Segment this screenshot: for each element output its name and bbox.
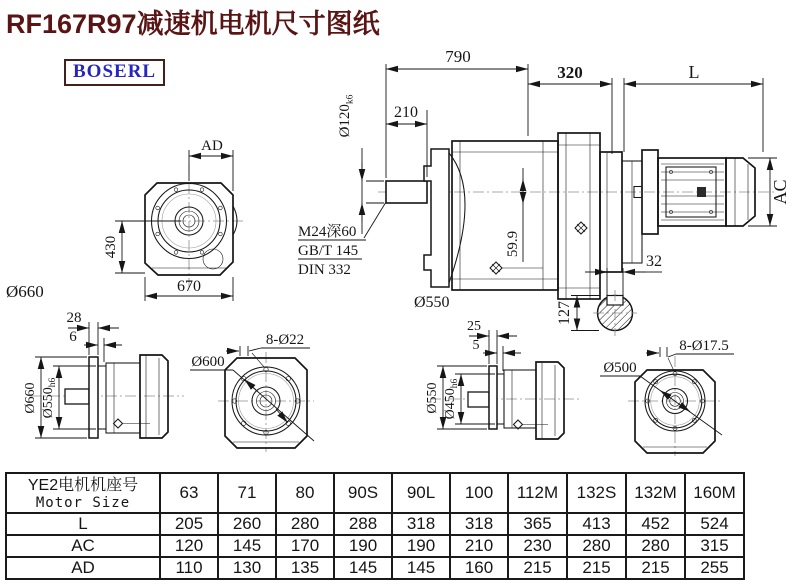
table-cell: 280 (567, 535, 626, 557)
dim-AC: AC (770, 179, 790, 205)
row-label: L (6, 513, 160, 535)
table-cell: 452 (626, 513, 685, 535)
motor-adapter (600, 152, 622, 272)
column-header: 71 (218, 473, 276, 513)
dim-spigot-550h6: $Ø550_{h6}$ (41, 377, 58, 419)
column-header: 132S (567, 473, 626, 513)
table-row (6, 535, 744, 557)
dim-430: 430 (103, 235, 119, 259)
drain-plug-icon (114, 419, 151, 428)
table-cell: 280 (626, 535, 685, 557)
table-cell: 190 (392, 535, 450, 557)
dim-bc500: Ø500 (603, 360, 637, 376)
dim-28: 28 (66, 310, 82, 326)
dim-L: L (688, 62, 700, 82)
dim-bc600: Ø600 (191, 354, 225, 370)
table-cell: 215 (508, 557, 567, 579)
tap-callout: M24深60 (298, 224, 357, 240)
column-header: 112M (508, 473, 567, 513)
dim-od660-label: Ø660 (6, 282, 44, 301)
input-flange-front-view (600, 338, 734, 456)
dim-holes-8x22: 8-Ø22 (265, 332, 305, 348)
table-cell: 110 (160, 557, 218, 579)
output-flange-front-view (190, 332, 314, 452)
table-cell: 315 (685, 535, 744, 557)
drain-plug-icon (575, 222, 587, 234)
motor-nameplate (697, 187, 706, 197)
column-header: 132M (626, 473, 685, 513)
output-flange-side-view (23, 310, 184, 438)
dim-670: 670 (177, 278, 201, 295)
table-cell: 160 (450, 557, 508, 579)
header-en: Motor Size (35, 494, 131, 511)
table-corner-header (6, 473, 160, 513)
input-shaft-stub (468, 392, 489, 407)
std-din: DIN 332 (298, 262, 351, 278)
flange-plate (489, 366, 497, 429)
dim-25: 25 (467, 319, 481, 334)
column-header: 90L (392, 473, 450, 513)
dim-holes-8x17-5: 8-Ø17.5 (679, 338, 729, 354)
table-row (6, 557, 744, 579)
gearbox-front-view (6, 138, 243, 301)
column-header: 160M (685, 473, 744, 513)
dim-spigot-450h6: $Ø450_{h6}$ (443, 378, 460, 420)
main-side-view (298, 47, 790, 311)
rear-band (140, 355, 168, 438)
front-flange-plate (424, 149, 449, 287)
table-cell: 318 (450, 513, 508, 535)
table-cell: 170 (276, 535, 334, 557)
output-shaft (386, 181, 427, 203)
dim-210: 210 (394, 104, 418, 121)
column-header: 90S (334, 473, 392, 513)
page-title: RF167R97减速机电机尺寸图纸 (6, 9, 380, 39)
table-cell: 145 (334, 557, 392, 579)
table-cell: 413 (567, 513, 626, 535)
row-label: AD (6, 557, 160, 579)
flange-plate (89, 357, 98, 438)
table-cell: 215 (567, 557, 626, 579)
column-header: 80 (276, 473, 334, 513)
rear-band (536, 362, 564, 439)
table-cell: 135 (276, 557, 334, 579)
table-cell: 130 (218, 557, 276, 579)
table-cell: 190 (334, 535, 392, 557)
column-header: 100 (450, 473, 508, 513)
dim-127: 127 (556, 301, 573, 325)
table-cell: 210 (450, 535, 508, 557)
dim-flange-od550: Ø550 (414, 294, 450, 311)
table-row (6, 513, 744, 535)
dim-ad: AD (201, 138, 223, 154)
header-cn: YE2电机机座号 (27, 476, 139, 494)
dim-59-9: 59.9 (505, 230, 521, 258)
dim-790: 790 (445, 47, 471, 66)
row-label: AC (6, 535, 160, 557)
dim-320: 320 (557, 63, 583, 82)
dim-32: 32 (646, 253, 662, 270)
housing-block (106, 363, 140, 433)
drain-plug-icon (490, 262, 543, 274)
table-cell: 230 (508, 535, 567, 557)
column-header: 63 (160, 473, 218, 513)
table-cell: 524 (685, 513, 744, 535)
table-cell: 260 (218, 513, 276, 535)
table-cell: 365 (508, 513, 567, 535)
header-row (6, 473, 744, 513)
motor-size-table (5, 472, 745, 580)
table-cell: 205 (160, 513, 218, 535)
table-cell: 280 (276, 513, 334, 535)
table-cell: 255 (685, 557, 744, 579)
table-cell: 120 (160, 535, 218, 557)
gear-housing (452, 141, 558, 290)
dim-6: 6 (69, 329, 77, 345)
table-cell: 215 (626, 557, 685, 579)
dim-shaft-dia: $Ø120_{k6}$ (337, 94, 356, 138)
table-cell: 145 (392, 557, 450, 579)
brand-logo: BOSERL (64, 59, 165, 86)
shaft-key-section (556, 253, 662, 336)
table-cell: 288 (334, 513, 392, 535)
std-gb: GB/T 145 (298, 243, 359, 259)
dim-od660: Ø660 (23, 382, 38, 414)
dim-5: 5 (472, 338, 480, 353)
table-cell: 145 (218, 535, 276, 557)
input-flange-band (558, 133, 600, 299)
output-shaft-stub (65, 389, 89, 404)
dim-od550: Ø550 (425, 382, 440, 414)
table-cell: 318 (392, 513, 450, 535)
input-flange-side-view (425, 319, 580, 439)
